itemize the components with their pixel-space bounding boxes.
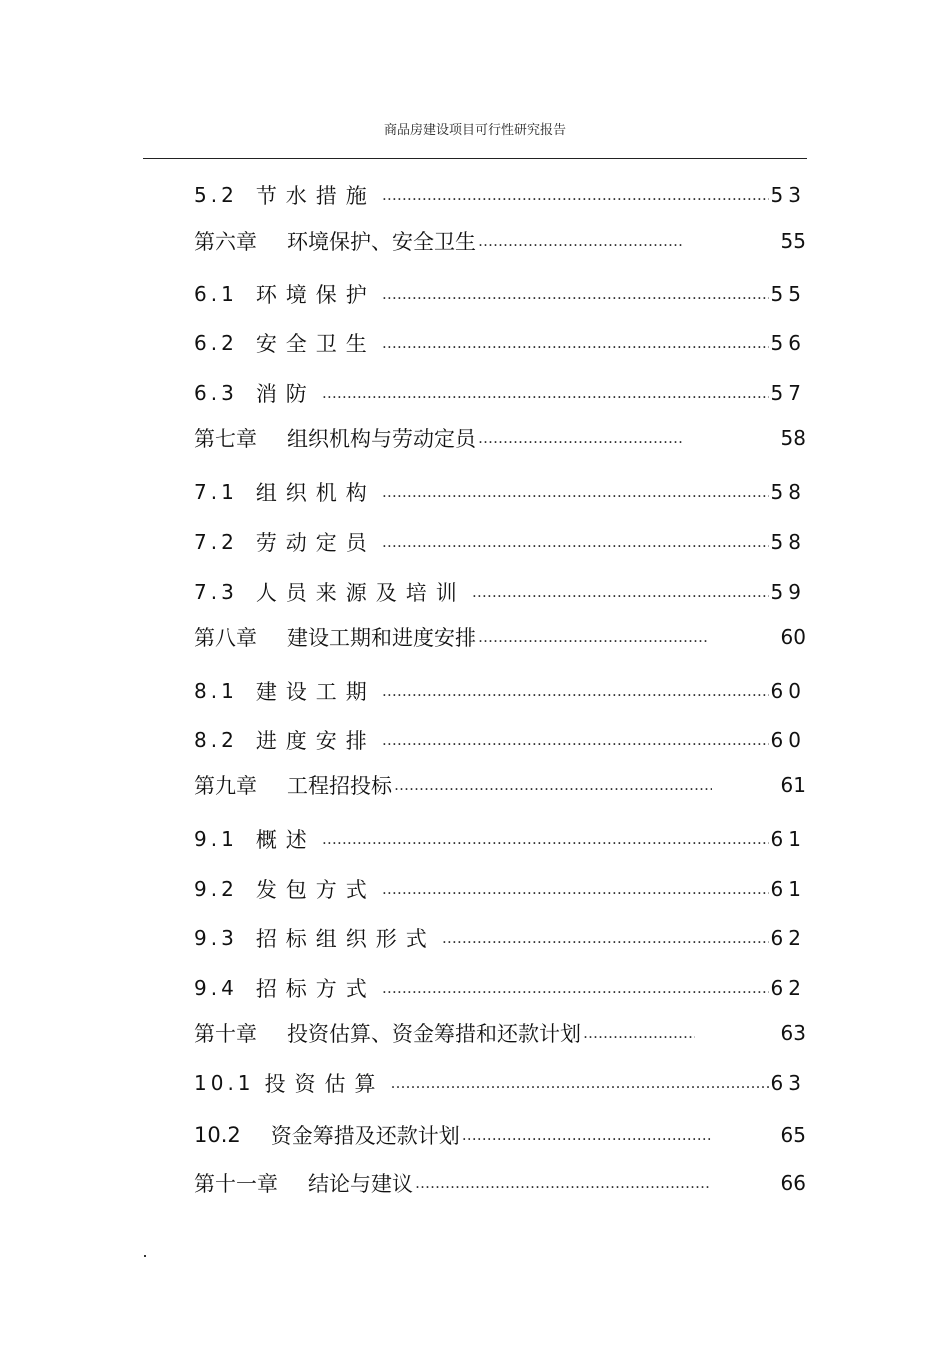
toc-entry[interactable]: [194, 423, 806, 453]
toc-entry[interactable]: [194, 477, 806, 507]
toc-entry-title: 投资估算: [264, 1072, 385, 1096]
toc-entry-page: 55: [780, 229, 806, 253]
toc-entry-number: 7.3: [194, 580, 238, 604]
toc-entry-title: 人员来源及培训: [255, 581, 466, 605]
toc-entry-title: 工程招投标: [287, 774, 392, 798]
toc-entry-title: 发包方式: [255, 878, 376, 902]
toc-entry-page: 61: [770, 827, 806, 851]
dot-leader: [322, 384, 769, 402]
dot-leader: [478, 429, 684, 447]
toc-entry-number: 第八章: [194, 626, 257, 650]
toc-entry-number: 8.2: [194, 728, 238, 752]
toc-entry[interactable]: [194, 1120, 806, 1150]
toc-entry-title: 消防: [255, 382, 316, 406]
toc-entry-page: 60: [770, 728, 806, 752]
toc-entry[interactable]: [194, 770, 806, 800]
header-rule: [143, 158, 807, 159]
toc-entry-number: 6.2: [194, 331, 238, 355]
dot-leader: [382, 186, 769, 204]
toc-entry-page: 58: [780, 426, 806, 450]
toc-entry-page: 58: [770, 480, 806, 504]
dot-leader: [415, 1174, 711, 1192]
toc-entry[interactable]: [194, 622, 806, 652]
toc-entry-title: 节水措施: [255, 184, 376, 208]
toc-entry[interactable]: [194, 923, 806, 953]
page-mark: [144, 1255, 146, 1257]
toc-entry-title: 概述: [255, 828, 316, 852]
toc-entry-title: 组织机构: [255, 481, 376, 505]
toc-entry[interactable]: [194, 1168, 806, 1198]
toc-entry-title: 建设工期: [255, 680, 376, 704]
toc-entry-title: 环境保护、安全卫生: [287, 230, 476, 254]
page-header: 商品房建设项目可行性研究报告: [383, 123, 566, 138]
toc-entry-number: 9.1: [194, 827, 238, 851]
toc-entry-number: 第九章: [194, 774, 257, 798]
toc-entry-page: 63: [770, 1071, 806, 1095]
dot-leader: [382, 682, 769, 700]
toc-entry[interactable]: [194, 1018, 806, 1048]
dot-leader: [442, 929, 769, 947]
toc-entry[interactable]: [194, 577, 806, 607]
toc-entry-number: 第十章: [194, 1022, 257, 1046]
dot-leader: [478, 628, 708, 646]
toc-entry-number: 6.3: [194, 381, 238, 405]
toc-entry-page: 66: [780, 1171, 806, 1195]
toc-entry-number: 7.1: [194, 480, 238, 504]
toc-entry-page: 57: [770, 381, 806, 405]
toc-entry-title: 组织机构与劳动定员: [287, 427, 476, 451]
toc-entry[interactable]: [194, 824, 806, 854]
toc-entry-page: 61: [770, 877, 806, 901]
toc-entry-number: 8.1: [194, 679, 238, 703]
toc-entry-page: 60: [770, 679, 806, 703]
dot-leader: [472, 583, 769, 601]
toc-entry-page: 60: [780, 625, 806, 649]
toc-entry-title: 投资估算、资金筹措和还款计划: [287, 1022, 581, 1046]
dot-leader: [382, 979, 769, 997]
toc-entry-title: 招标组织形式: [255, 927, 436, 951]
toc-entry-title: 环境保护: [255, 283, 376, 307]
toc-entry-page: 53: [770, 183, 806, 207]
toc-entry-title: 资金筹措及还款计划: [270, 1124, 460, 1148]
toc-entry-title: 结论与建议: [308, 1172, 413, 1196]
toc-entry[interactable]: [194, 973, 806, 1003]
dot-leader: [382, 731, 769, 749]
toc-entry-page: 55: [770, 282, 806, 306]
dot-leader: [382, 483, 769, 501]
toc-entry[interactable]: [194, 180, 806, 210]
dot-leader: [391, 1074, 769, 1092]
toc-entry-number: 9.2: [194, 877, 238, 901]
dot-leader: [478, 232, 684, 250]
toc-entry-page: 59: [770, 580, 806, 604]
toc-entry-page: 61: [780, 773, 806, 797]
toc-entry[interactable]: [194, 1068, 806, 1098]
toc-entry-title: 进度安排: [255, 729, 376, 753]
toc-entry[interactable]: [194, 725, 806, 755]
dot-leader: [394, 776, 712, 794]
dot-leader: [382, 285, 769, 303]
dot-leader: [462, 1126, 712, 1144]
toc-entry[interactable]: [194, 226, 806, 256]
toc-entry[interactable]: [194, 527, 806, 557]
toc-entry-page: 56: [770, 331, 806, 355]
toc-entry-number: 7.2: [194, 530, 238, 554]
toc-entry-number: 5.2: [194, 183, 238, 207]
toc-entry[interactable]: [194, 874, 806, 904]
toc-entry-page: 62: [770, 976, 806, 1000]
toc-entry[interactable]: [194, 676, 806, 706]
toc-entry-title: 安全卫生: [255, 332, 376, 356]
toc-entry-page: 63: [780, 1021, 806, 1045]
toc-entry-number: 10.2: [194, 1123, 241, 1147]
dot-leader: [382, 334, 769, 352]
toc-entry-title: 招标方式: [255, 977, 376, 1001]
toc-entry[interactable]: [194, 378, 806, 408]
toc-entry-page: 65: [780, 1123, 806, 1147]
toc-entry-number: 6.1: [194, 282, 238, 306]
toc-entry-page: 58: [770, 530, 806, 554]
dot-leader: [382, 880, 769, 898]
dot-leader: [322, 830, 769, 848]
toc-entry-title: 建设工期和进度安排: [287, 626, 476, 650]
dot-leader: [583, 1024, 695, 1042]
toc-entry-number: 10.1: [194, 1071, 255, 1095]
toc-entry-page: 62: [770, 926, 806, 950]
toc-entry-number: 9.3: [194, 926, 238, 950]
dot-leader: [382, 533, 769, 551]
toc-entry[interactable]: [194, 328, 806, 358]
toc-entry-number: 第七章: [194, 427, 257, 451]
toc-entry-number: 9.4: [194, 976, 238, 1000]
toc-entry-number: 第六章: [194, 230, 257, 254]
toc-entry-number: 第十一章: [194, 1172, 278, 1196]
toc-entry-title: 劳动定员: [255, 531, 376, 555]
toc-entry[interactable]: [194, 279, 806, 309]
